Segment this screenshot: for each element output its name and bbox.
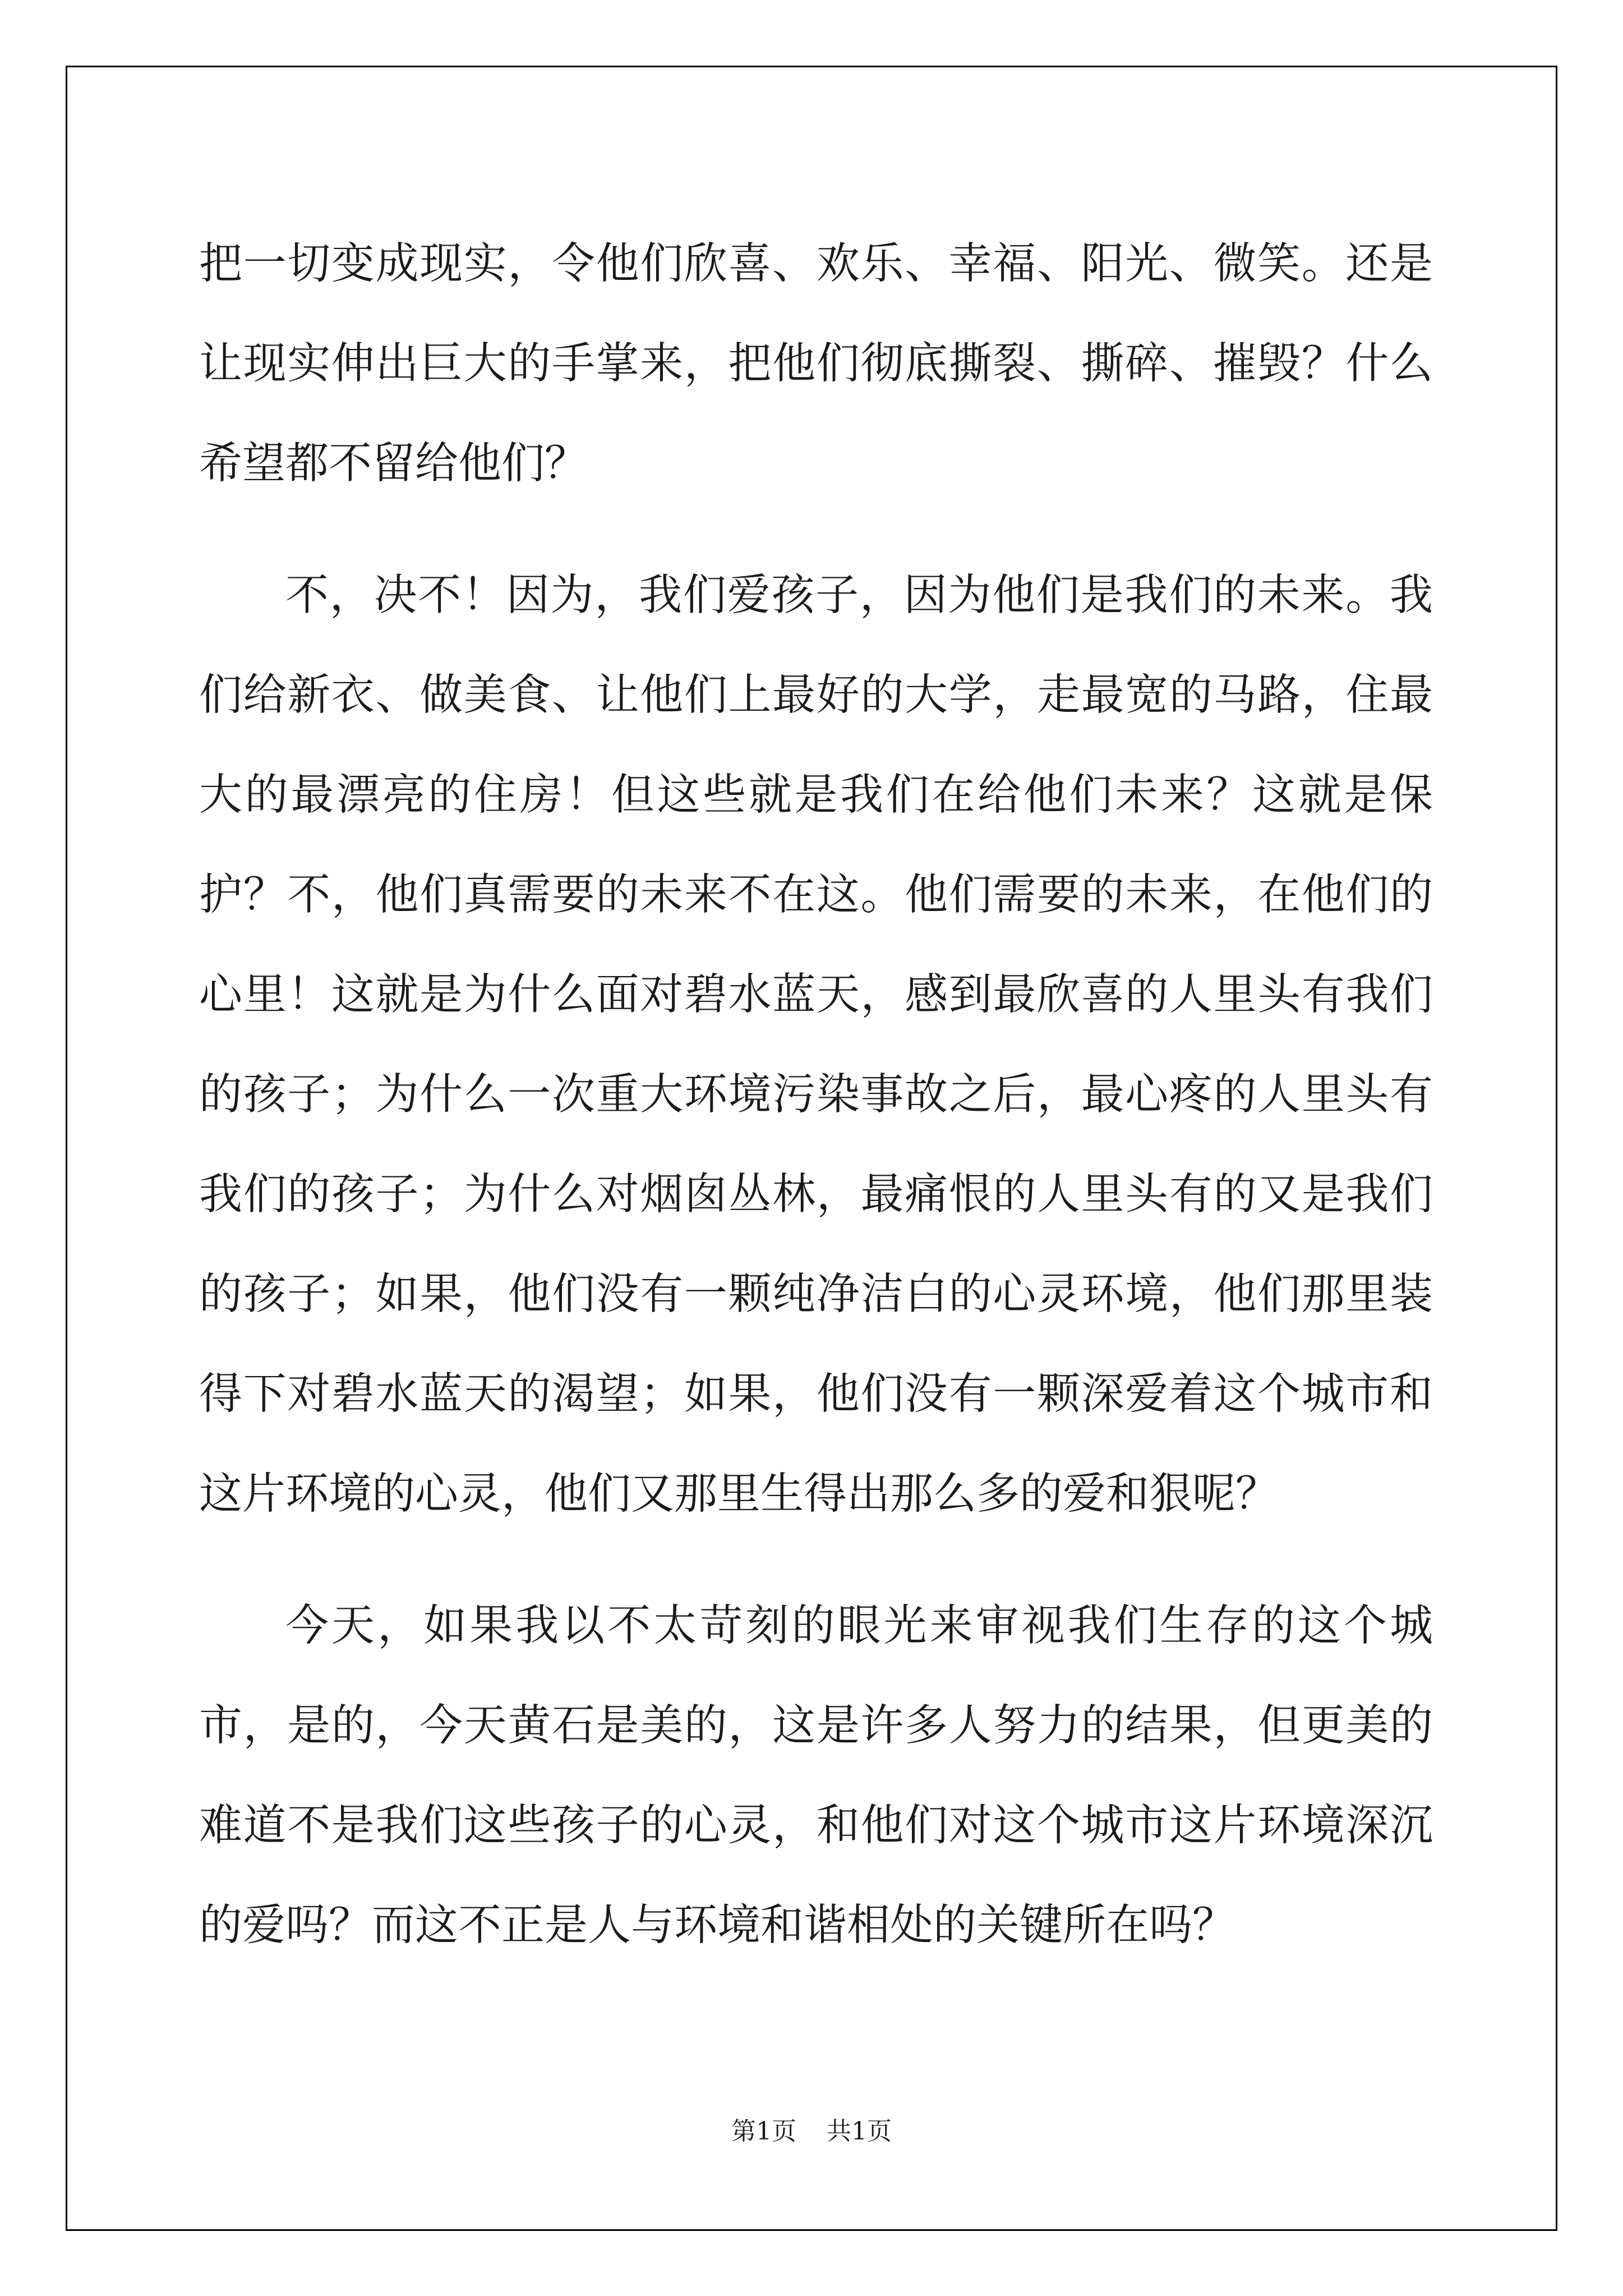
page-footer xyxy=(0,2115,1623,2148)
paragraph-3: 今天，如果我以不太苛刻的眼光来审视我们生存的这个城市，是的，今天黄石是美的，这是许多人努力的结果，但更美的难道不是我们这些孩子的心灵，和他们对这个城市这片环境深沉的爱吗？而这不正是人与环境和谐相处的关键所在吗？ xyxy=(199,1601,1433,1950)
document-body xyxy=(199,214,1433,1976)
paragraph-1: 把一切变成现实，令他们欣喜、欢乐、幸福、阳光、微笑。还是让现实伸出巨大的手掌来，把他们彻底撕裂、撕碎、摧毁？什么希望都不留给他们？ xyxy=(199,239,1433,489)
paragraph-2: 不，决不！因为，我们爱孩子，因为他们是我们的未来。我们给新衣、做美食、让他们上最好的大学，走最宽的马路，住最大的最漂亮的住房！但这些就是我们在给他们未来？这就是保护？不，他们真需要的未来不在这。他们需要的未来，在他们的心里！这就是为什么面对碧水蓝天，感到最欣喜的人里头有我们的孩子；为什么一次重大环境污染事故之后，最心疼的人里头有我们的孩子；为什么对烟囱丛林，最痛恨的人里头有的又是我们的孩子；如果，他们没有一颗纯净洁白的心灵环境，他们那里装得下对碧水蓝天的渴望；如果，他们没有一颗深爱着这个城市和这片环境的心灵，他们又那里生得出那么多的爱和狠呢？ xyxy=(199,570,1433,1519)
page-total: 共1页 xyxy=(827,2117,892,2146)
page-number: 第1页 xyxy=(731,2117,796,2146)
